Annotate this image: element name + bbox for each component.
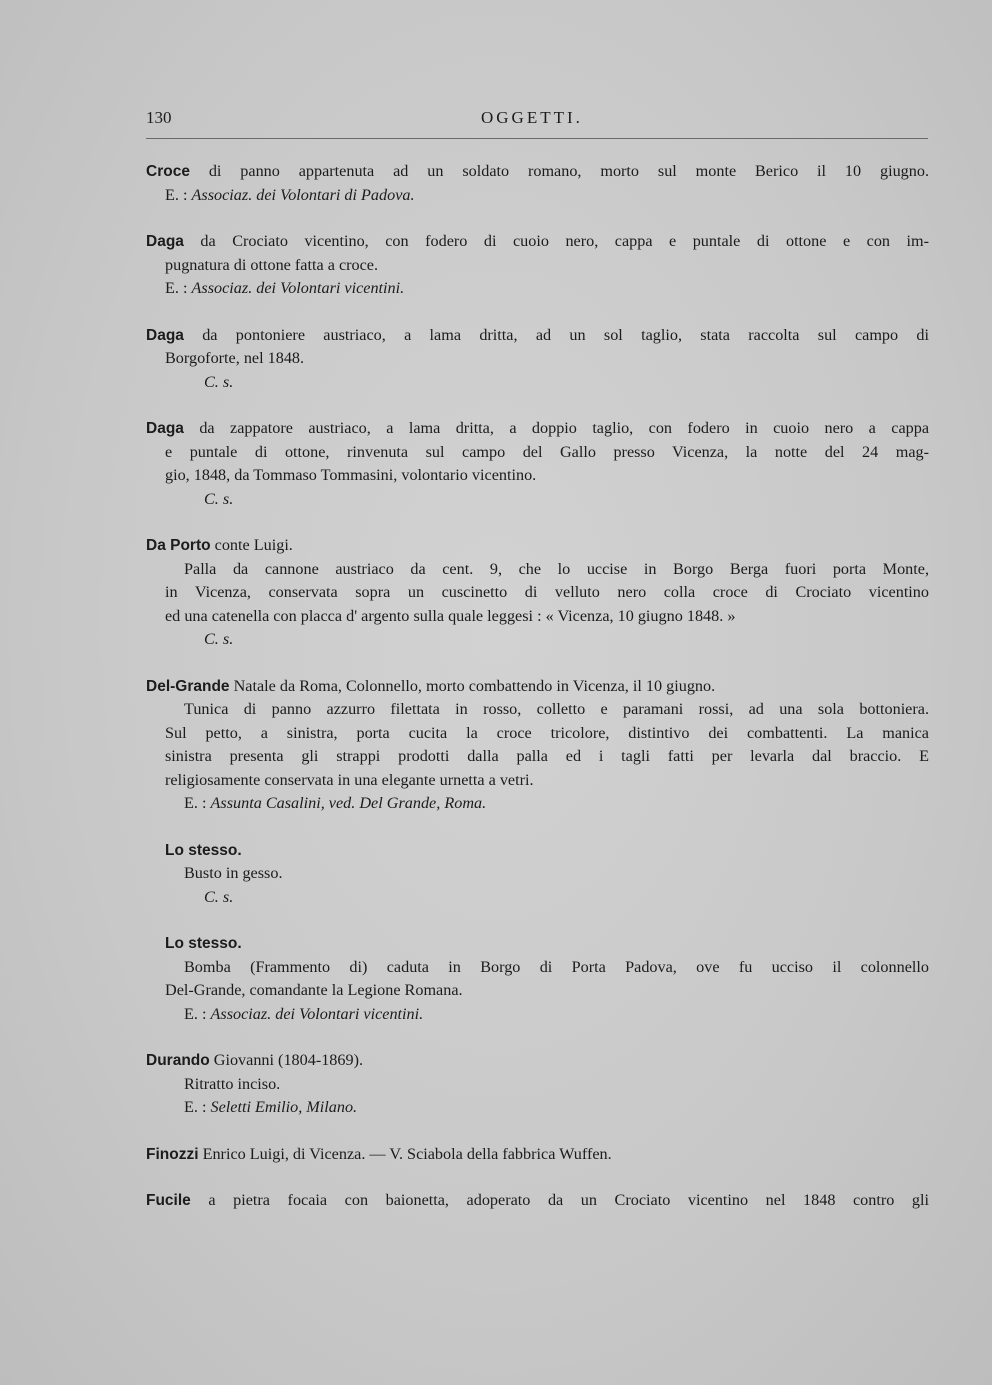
- entry-text-line: Del-Grande, comandante la Legione Romana.: [165, 981, 463, 999]
- entry-text: Natale da Roma, Colonnello, morto combattendo in Vicenza, il 10 giugno.: [229, 676, 716, 695]
- entry-heading: Da Porto: [146, 537, 211, 554]
- entry-first-line: [146, 839, 929, 863]
- source-prefix: E. :: [184, 1004, 211, 1023]
- entry-heading: Fucile: [146, 1192, 191, 1209]
- source-prefix: E. :: [184, 1098, 211, 1116]
- catalog-entry: [146, 1189, 929, 1213]
- entry-first-line: [146, 324, 929, 348]
- entry-text: a pietra focaia con baionetta, adoperato da un Crociato vicentino nel 1848 contro gli: [190, 1191, 929, 1209]
- catalog-entry: [146, 534, 929, 652]
- entry-first-line: [146, 1143, 929, 1167]
- source-name: Seletti Emilio, Milano.: [210, 1098, 358, 1116]
- source-prefix: E. :: [184, 794, 211, 812]
- entry-text: da zappatore austriaco, a lama dritta, a doppio taglio, con fodero in cuoio nero a cappa: [183, 419, 929, 437]
- source-name: Associaz. dei Volontari vicentini.: [191, 279, 405, 297]
- entry-first-line: [146, 1049, 929, 1073]
- source-name: Associaz. dei Volontari vicentini.: [210, 1004, 424, 1023]
- entry-text-line: Tunica di panno azzurro filettata in rosso, colletto e paramani rossi, ad una sola bottoniera.: [184, 700, 929, 718]
- entry-first-line: [146, 534, 929, 558]
- entry-text-line: e puntale di ottone, rinvenuta sul campo del Gallo presso Vicenza, la notte del 24 mag-: [165, 442, 929, 461]
- entry-heading: Lo stesso.: [165, 841, 242, 859]
- entry-first-line: [146, 932, 929, 956]
- source-prefix: E. :: [165, 185, 192, 204]
- entry-text-line: religiosamente conservata in una elegante urnetta a vetri.: [165, 770, 534, 789]
- entry-text-line: Busto in gesso.: [184, 864, 283, 882]
- entry-source-line: C. s.: [204, 489, 234, 508]
- entry-text: conte Luigi.: [210, 536, 293, 554]
- entry-first-line: [146, 675, 929, 699]
- source-name: Associaz. dei Volontari di Padova.: [191, 185, 415, 204]
- entry-text-line: Sul petto, a sinistra, porta cucita la croce tricolore, distintivo dei combattenti. La manica: [165, 723, 929, 742]
- entry-heading: Croce: [146, 163, 190, 180]
- entry-text: di panno appartenuta ad un soldato romano, morto sul monte Berico il 10 giugno.: [189, 162, 929, 180]
- entry-first-line: [146, 160, 929, 184]
- entry-heading: Finozzi: [146, 1145, 199, 1163]
- entry-source-line: [146, 277, 929, 301]
- entry-text-line: ed una catenella con placca d' argento sulla quale leggesi : « Vicenza, 10 giugno 1848. »: [165, 606, 736, 625]
- entry-text-line: in Vicenza, conservata sopra un cuscinetto di velluto nero colla croce di Crociato vicentino: [165, 583, 929, 601]
- entry-source-line: [146, 1003, 929, 1027]
- entry-heading: Daga: [146, 420, 184, 437]
- entry-heading: Lo stesso.: [165, 935, 242, 952]
- entry-text-line: sinistra presenta gli strappi prodotti dalla palla ed i tagli fatti per levarla dal braccio. E: [165, 747, 929, 765]
- source-prefix: E. :: [165, 279, 192, 297]
- entry-source-line: C. s.: [204, 372, 234, 391]
- catalog-entry: [146, 932, 929, 1026]
- catalog-entry: [146, 1143, 929, 1167]
- entry-text: da pontoniere austriaco, a lama dritta, ad un sol taglio, stata raccolta sul campo di: [183, 325, 929, 344]
- entry-first-line: [146, 230, 929, 254]
- entry-first-line: [146, 417, 929, 441]
- entry-text-line: Borgoforte, nel 1848.: [165, 349, 305, 367]
- running-title: OGGETTI.: [481, 108, 583, 127]
- entry-text: da Crociato vicentino, con fodero di cuoio nero, cappa e puntale di ottone e con im-: [183, 232, 929, 250]
- entry-heading: Daga: [146, 233, 184, 250]
- entry-source-line: [146, 184, 929, 208]
- entry-heading: Durando: [146, 1052, 210, 1069]
- entry-text: Enrico Luigi, di Vicenza. — V. Sciabola della fabbrica Wuffen.: [198, 1144, 612, 1163]
- entry-source-line: [146, 1096, 929, 1120]
- entry-text-line: Ritratto inciso.: [184, 1074, 281, 1093]
- entry-source-line: C. s.: [204, 630, 234, 648]
- entry-text-line: Bomba (Frammento di) caduta in Borgo di Porta Padova, ove fu ucciso il colonnello: [184, 957, 929, 976]
- entry-heading: Daga: [146, 326, 184, 344]
- catalog-body: [146, 160, 929, 1213]
- catalog-entry: [146, 675, 929, 816]
- page-number: 130: [146, 108, 172, 127]
- entry-source-line: [146, 792, 929, 816]
- entry-text-line: pugnatura di ottone fatta a croce.: [165, 255, 379, 274]
- entry-text-line: Palla da cannone austriaco da cent. 9, che lo uccise in Borgo Berga fuori porta Monte,: [184, 559, 929, 578]
- catalog-entry: [146, 1049, 929, 1120]
- catalog-entry: [146, 160, 929, 207]
- entry-text: Giovanni (1804-1869).: [209, 1051, 364, 1069]
- entry-text-line: gio, 1848, da Tommaso Tommasini, volontario vicentino.: [165, 466, 537, 484]
- page-header: [146, 108, 928, 139]
- catalog-entry: [146, 230, 929, 301]
- entry-heading: Del-Grande: [146, 677, 230, 695]
- catalog-entry: [146, 417, 929, 511]
- catalog-entry: [146, 324, 929, 395]
- catalog-entry: [146, 839, 929, 910]
- entry-first-line: [146, 1189, 929, 1213]
- entry-source-line: C. s.: [204, 887, 234, 906]
- source-name: Assunta Casalini, ved. Del Grande, Roma.: [210, 794, 487, 812]
